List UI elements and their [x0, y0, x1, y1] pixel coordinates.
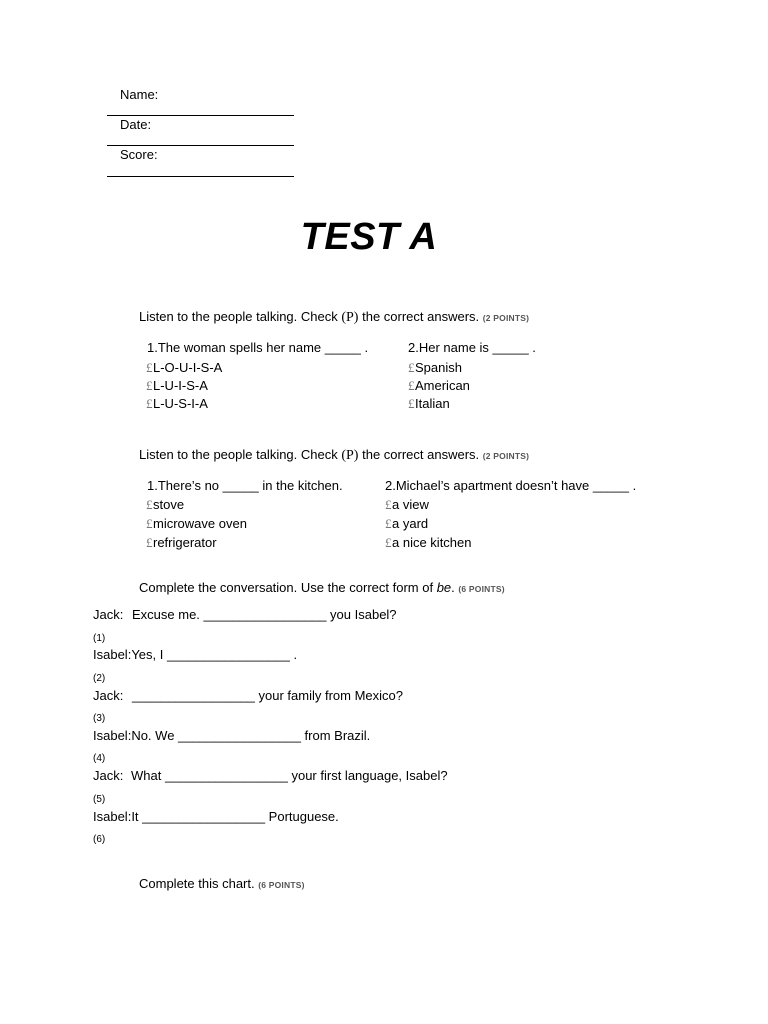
points-badge: (6 POINTS) — [258, 880, 305, 890]
option-label: L-O-U-I-S-A — [153, 360, 223, 375]
option-label: a view — [392, 497, 429, 512]
date-line[interactable] — [107, 145, 294, 146]
option[interactable] — [385, 497, 429, 513]
checkbox-icon[interactable]: £ — [146, 535, 153, 550]
instruction-text: . — [451, 580, 459, 595]
blank-number: (4) — [93, 753, 106, 764]
instruction-text: Listen to the people talking. Check — [139, 447, 342, 462]
speaker-label: Isabel: — [93, 728, 132, 743]
instruction-text: Complete this chart. — [139, 876, 259, 891]
option-label: a yard — [392, 516, 429, 531]
option[interactable] — [385, 516, 428, 532]
option-label: L-U-I-S-A — [153, 378, 208, 393]
checkbox-icon[interactable]: £ — [408, 396, 415, 411]
section3-instruction — [139, 580, 505, 595]
speaker-label: Isabel: — [93, 647, 132, 662]
blank-number: (5) — [93, 794, 106, 805]
option[interactable] — [146, 535, 217, 551]
checkbox-icon[interactable]: £ — [146, 516, 153, 531]
score-label: Score: — [120, 147, 158, 162]
option[interactable] — [408, 378, 470, 394]
option[interactable] — [146, 497, 184, 513]
points-badge: (6 POINTS) — [458, 584, 505, 594]
name-line[interactable] — [107, 115, 294, 116]
checkbox-icon[interactable]: £ — [385, 535, 392, 550]
line-text: No. We _________________ from Brazil. — [131, 728, 371, 743]
instruction-emphasis: be — [436, 580, 452, 595]
points-badge: (2 POINTS) — [482, 451, 530, 461]
option-label: Italian — [415, 396, 450, 411]
option[interactable] — [408, 360, 462, 376]
option-label: stove — [153, 497, 185, 512]
checkbox-icon[interactable]: £ — [146, 396, 153, 411]
checkbox-icon[interactable]: £ — [385, 497, 392, 512]
option-label: microwave oven — [153, 516, 247, 531]
speaker-label: Jack: — [93, 607, 124, 622]
score-line[interactable] — [107, 176, 294, 177]
option-label: American — [415, 378, 470, 393]
checkbox-icon[interactable]: £ — [146, 497, 153, 512]
line-text: What _________________ your first language, Isabel? — [131, 768, 448, 783]
checkbox-icon[interactable]: £ — [408, 360, 415, 375]
page-title: TEST A — [300, 216, 438, 258]
option[interactable] — [146, 378, 208, 394]
line-text: Yes, I _________________ . — [131, 647, 298, 662]
conversation-line[interactable] — [93, 728, 370, 743]
instruction-text: Listen to the people talking. Check — [139, 309, 342, 324]
option[interactable] — [385, 535, 472, 551]
blank-number: (1) — [93, 633, 106, 644]
section2-q2-question: 2.Michael’s apartment doesn’t have _____ . — [385, 478, 637, 493]
option-label: refrigerator — [153, 535, 217, 550]
option-label: a nice kitchen — [392, 535, 472, 550]
checkbox-icon[interactable]: £ — [146, 360, 153, 375]
section2-q1-question: 1.There’s no _____ in the kitchen. — [147, 478, 343, 493]
line-text: Excuse me. _________________ you Isabel? — [132, 607, 397, 622]
blank-number: (3) — [93, 713, 106, 724]
conversation-line[interactable] — [93, 607, 397, 622]
option-label: Spanish — [415, 360, 462, 375]
speaker-label: Jack: — [93, 688, 124, 703]
checkbox-icon[interactable]: £ — [146, 378, 153, 393]
check-symbol: (P) — [341, 310, 359, 325]
section4-instruction — [139, 876, 305, 891]
line-text: _________________ your family from Mexico? — [132, 688, 404, 703]
line-text: It _________________ Portuguese. — [131, 809, 339, 824]
name-label: Name: — [120, 87, 159, 102]
section1-q2-question: 2.Her name is _____ . — [408, 340, 536, 355]
points-badge: (2 POINTS) — [482, 313, 530, 323]
option[interactable] — [146, 360, 222, 376]
conversation-line[interactable] — [93, 809, 339, 824]
option-label: L-U-S-I-A — [153, 396, 208, 411]
checkbox-icon[interactable]: £ — [408, 378, 415, 393]
blank-number: (2) — [93, 673, 106, 684]
blank-number: (6) — [93, 834, 106, 845]
section1-q1-question: 1.The woman spells her name _____ . — [147, 340, 369, 355]
option[interactable] — [146, 516, 247, 532]
instruction-text: the correct answers. — [358, 447, 483, 462]
instruction-text: Complete the conversation. Use the correct form of — [139, 580, 437, 595]
speaker-label: Isabel: — [93, 809, 132, 824]
option[interactable] — [146, 396, 208, 412]
option[interactable] — [408, 396, 450, 412]
instruction-text: the correct answers. — [358, 309, 483, 324]
section1-instruction — [139, 309, 529, 326]
checkbox-icon[interactable]: £ — [385, 516, 392, 531]
conversation-line[interactable] — [93, 768, 448, 783]
conversation-line[interactable] — [93, 688, 403, 703]
date-label: Date: — [120, 117, 152, 132]
conversation-line[interactable] — [93, 647, 297, 662]
section2-instruction — [139, 447, 529, 464]
check-symbol: (P) — [341, 448, 359, 463]
speaker-label: Jack: — [93, 768, 124, 783]
